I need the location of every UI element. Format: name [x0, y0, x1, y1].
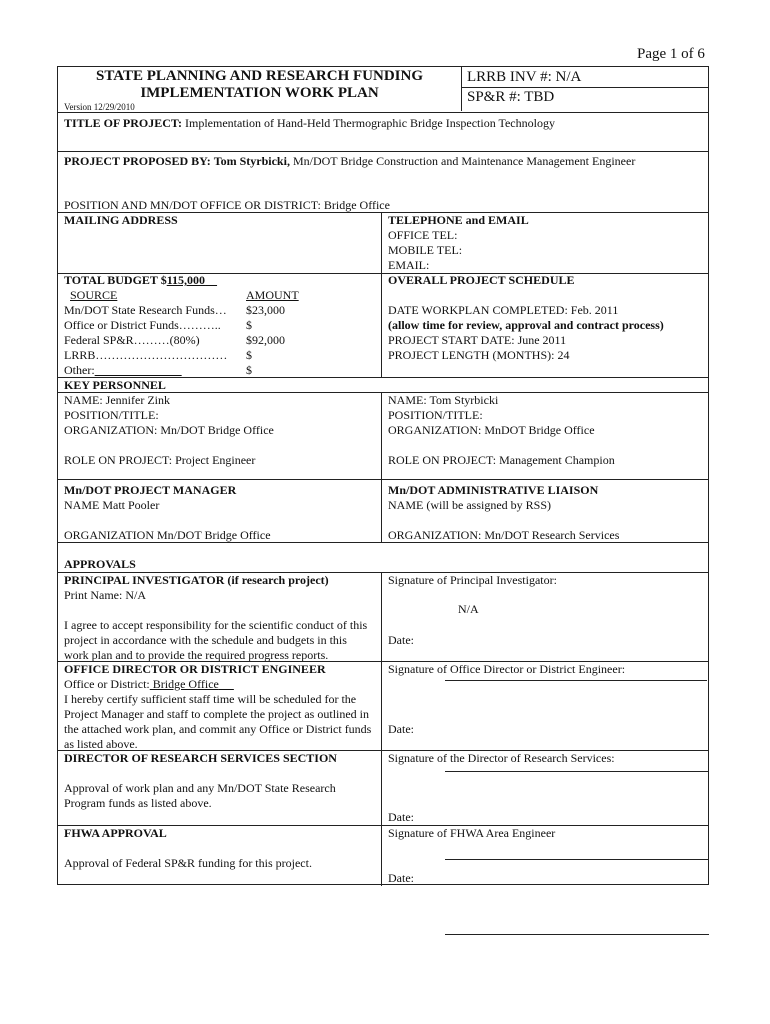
pi-label: PRINCIPAL INVESTIGATOR (if research project) — [64, 573, 329, 587]
research-director-signature-label: Signature of the Director of Research Services: — [388, 751, 615, 765]
project-manager-label: Mn/DOT PROJECT MANAGER — [64, 483, 237, 497]
project-manager-org: ORGANIZATION Mn/DOT Bridge Office — [64, 528, 271, 542]
pi-print-name: Print Name: N/A — [64, 588, 146, 602]
liaison-label: Mn/DOT ADMINISTRATIVE LIAISON — [388, 483, 599, 497]
schedule-label: OVERALL PROJECT SCHEDULE — [388, 273, 575, 287]
proposer-name: Tom Styrbicki, — [213, 154, 290, 168]
project-start-date: PROJECT START DATE: June 2011 — [388, 333, 567, 347]
project-manager-name: NAME Matt Pooler — [64, 498, 160, 512]
office-district-prefix: Office or District: — [64, 677, 150, 691]
spr-field: SP&R #: TBD — [467, 89, 555, 105]
budget-source: LRRB…………………………… — [64, 348, 228, 362]
email-field: EMAIL: — [388, 258, 430, 272]
proposed-by-label: PROJECT PROPOSED BY: — [64, 154, 211, 168]
mailing-address-label: MAILING ADDRESS — [64, 213, 178, 227]
budget-source-other: Other: — [64, 363, 95, 377]
personnel-right-role: ROLE ON PROJECT: Management Champion — [388, 453, 615, 467]
proposed-by-row — [64, 154, 635, 169]
total-budget-label: TOTAL BUDGET $ — [64, 273, 167, 287]
schedule-note: (allow time for review, approval and contract process) — [388, 318, 664, 332]
office-director-date-field[interactable]: Date: — [388, 722, 414, 736]
pi-date-field[interactable]: Date: — [388, 633, 414, 647]
fhwa-statement: Approval of Federal SP&R funding for this project. — [64, 856, 312, 870]
fhwa-date-field[interactable]: Date: — [388, 871, 414, 885]
project-title-label: TITLE OF PROJECT: — [64, 116, 183, 130]
proposer-role: Mn/DOT Bridge Construction and Maintenance Management Engineer — [292, 154, 636, 168]
lrrb-inv-field: LRRB INV #: N/A — [467, 69, 582, 85]
personnel-right-position: POSITION/TITLE: — [388, 408, 483, 422]
pi-signature-value: N/A — [458, 602, 479, 616]
office-director-signature-line[interactable] — [445, 771, 709, 772]
mobile-tel-field: MOBILE TEL: — [388, 243, 463, 257]
budget-amount: $92,000 — [246, 333, 285, 347]
workplan-completed: DATE WORKPLAN COMPLETED: Feb. 2011 — [388, 303, 619, 317]
office-tel-field: OFFICE TEL: — [388, 228, 458, 242]
pi-signature-label: Signature of Principal Investigator: — [388, 573, 557, 587]
office-district-value: Bridge Office — [149, 677, 219, 691]
office-director-signature-label: Signature of Office Director or District Engineer: — [388, 662, 626, 676]
version-label: Version 12/29/2010 — [64, 102, 135, 112]
budget-amount: $23,000 — [246, 303, 285, 317]
research-director-statement: Approval of work plan and any Mn/DOT State Research Program funds as listed above. — [64, 781, 336, 810]
liaison-org: ORGANIZATION: Mn/DOT Research Services — [388, 528, 620, 542]
personnel-left-position: POSITION/TITLE: — [64, 408, 159, 422]
research-director-date-field[interactable]: Date: — [388, 810, 414, 824]
total-budget-row — [64, 273, 217, 288]
budget-source: Mn/DOT State Research Funds… — [64, 303, 227, 317]
budget-source: Federal SP&R………(80%) — [64, 333, 200, 347]
research-director-signature-line[interactable] — [445, 859, 709, 860]
personnel-left-org: ORGANIZATION: Mn/DOT Bridge Office — [64, 423, 274, 437]
fhwa-signature-label: Signature of FHWA Area Engineer — [388, 826, 556, 840]
position-office-line: POSITION AND MN/DOT OFFICE OR DISTRICT: Bridge Office — [64, 198, 390, 212]
pi-signature-line[interactable] — [445, 680, 707, 681]
budget-amount: $ — [246, 363, 252, 377]
personnel-right-org: ORGANIZATION: MnDOT Bridge Office — [388, 423, 595, 437]
fhwa-label: FHWA APPROVAL — [64, 826, 167, 840]
office-district-row — [64, 677, 234, 692]
budget-amount: $ — [246, 348, 252, 362]
form-title-line2: IMPLEMENTATION WORK PLAN — [140, 85, 379, 101]
project-title-row — [64, 116, 555, 131]
research-director-label: DIRECTOR OF RESEARCH SERVICES SECTION — [64, 751, 337, 765]
total-budget-value: 115,000 — [166, 273, 206, 287]
pi-statement: I agree to accept responsibility for the scientific conduct of this project in accordance with the schedule and budgets in this work plan and to provide the required progress reports. — [64, 618, 368, 662]
budget-source: Office or District Funds……….. — [64, 318, 221, 332]
key-personnel-label: KEY PERSONNEL — [64, 378, 166, 392]
source-header: SOURCE — [70, 288, 118, 302]
liaison-name: NAME (will be assigned by RSS) — [388, 498, 551, 512]
office-director-label: OFFICE DIRECTOR OR DISTRICT ENGINEER — [64, 662, 326, 676]
work-plan-form — [57, 66, 709, 885]
page-number: Page 1 of 6 — [637, 46, 705, 62]
telephone-email-label: TELEPHONE and EMAIL — [388, 213, 529, 227]
amount-header: AMOUNT — [246, 288, 299, 302]
budget-amount: $ — [246, 318, 252, 332]
personnel-right-name: NAME: Tom Styrbicki — [388, 393, 499, 407]
form-title-line1: STATE PLANNING AND RESEARCH FUNDING — [96, 68, 423, 84]
project-title-value: Implementation of Hand-Held Thermographic Bridge Inspection Technology — [185, 116, 555, 130]
office-director-statement: I hereby certify sufficient staff time will be scheduled for the Project Manager and staff to complete the project as outlined in the attached work plan, and commit any Office or District funds as listed above. — [64, 692, 372, 751]
personnel-left-name: NAME: Jennifer Zink — [64, 393, 170, 407]
fhwa-signature-line[interactable] — [445, 934, 709, 935]
personnel-left-role: ROLE ON PROJECT: Project Engineer — [64, 453, 256, 467]
approvals-label: APPROVALS — [64, 557, 136, 571]
project-length: PROJECT LENGTH (MONTHS): 24 — [388, 348, 570, 362]
